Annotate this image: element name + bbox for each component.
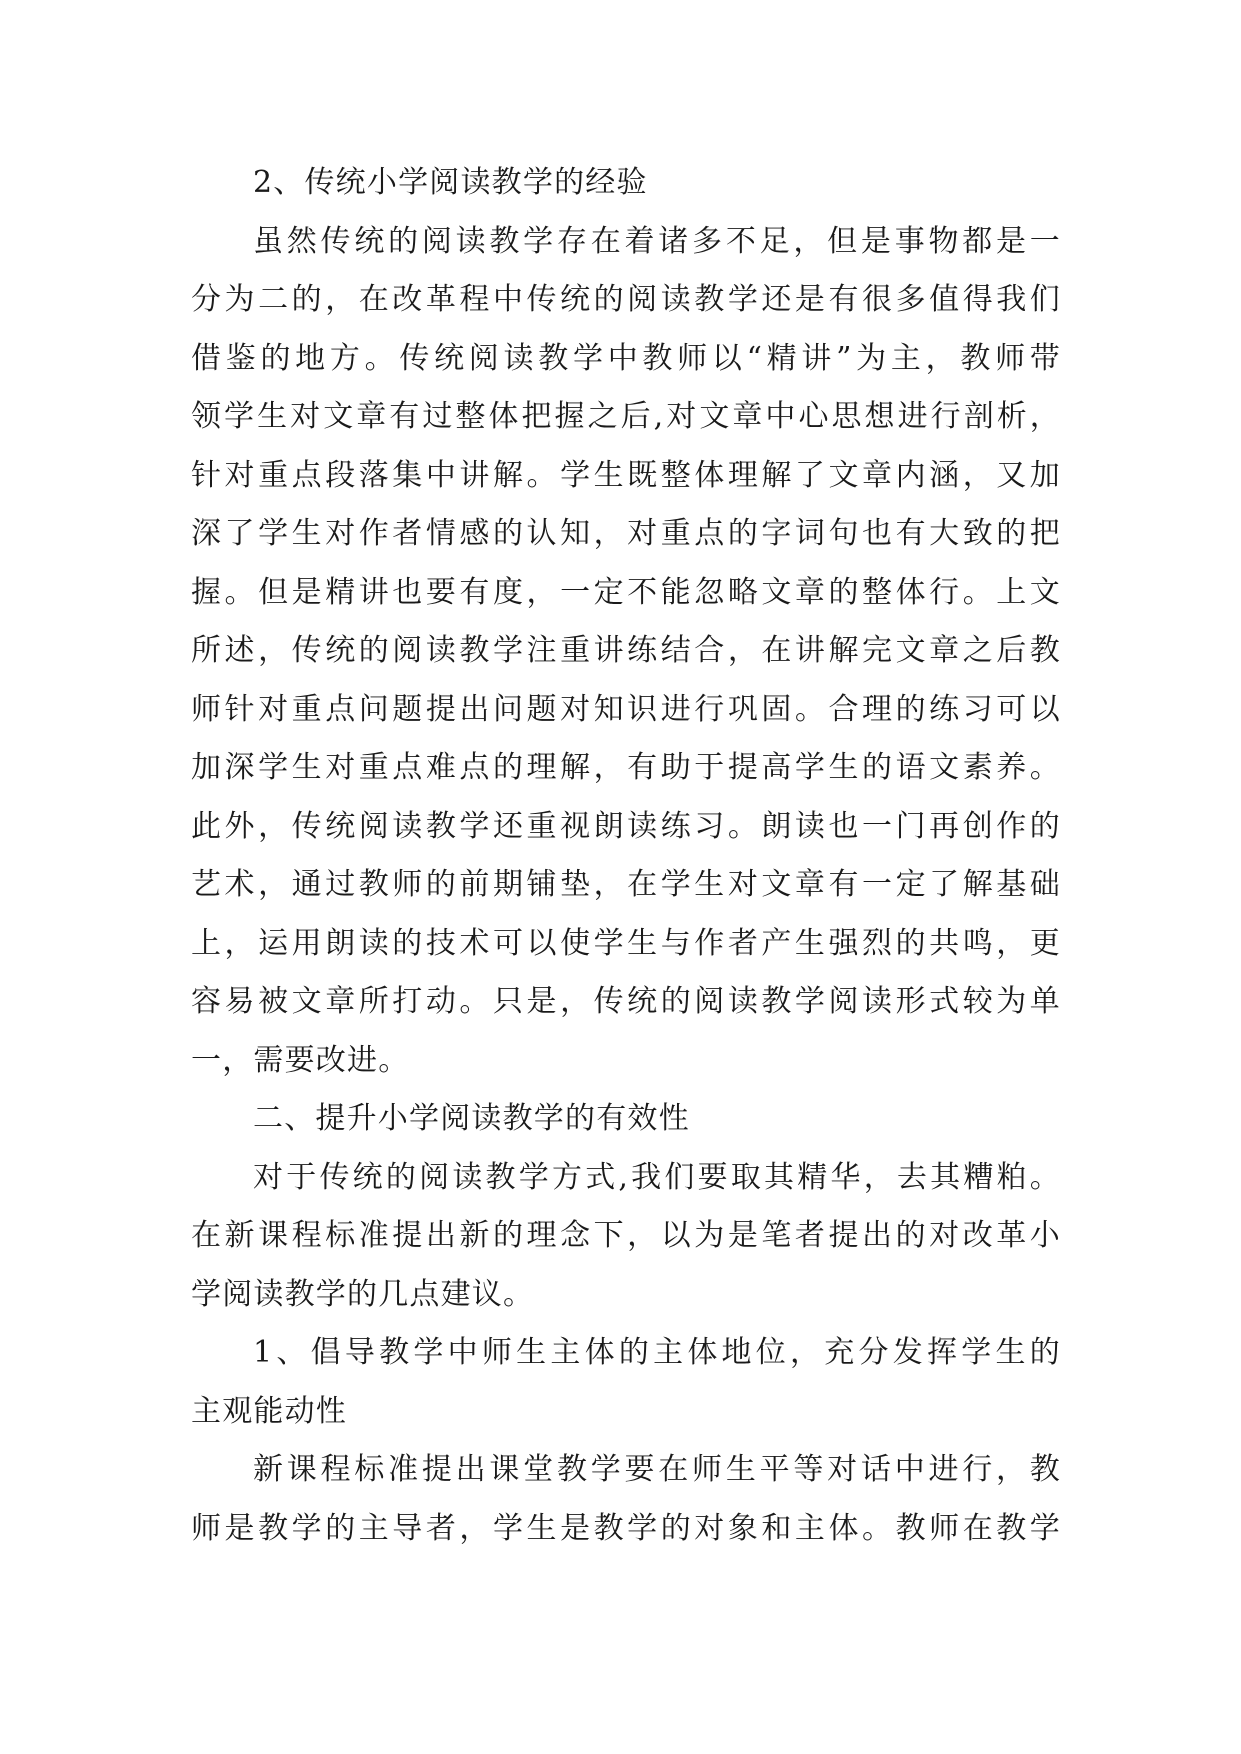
paragraph-traditional-experience bbox=[191, 213, 1061, 1091]
paragraph-line: 在新课程标准提出新的理念下，以为是笔者提出的对改革小 bbox=[191, 1218, 1061, 1253]
paragraph-line: 艺术，通过教师的前期铺垫，在学生对文章有一定了解基础 bbox=[191, 867, 1061, 902]
heading-line: 主观能动性 bbox=[191, 1393, 347, 1429]
paragraph-line: 领学生对文章有过整体把握之后,对文章中心思想进行剖析， bbox=[191, 399, 1061, 434]
paragraph-line: 虽然传统的阅读教学存在着诸多不足，但是事物都是一 bbox=[253, 223, 1061, 259]
document-body bbox=[191, 154, 1061, 1558]
paragraph-line: 容易被文章所打动。只是，传统的阅读教学阅读形式较为单 bbox=[191, 984, 1061, 1019]
paragraph-line: 深了学生对作者情感的认知，对重点的字词句也有大致的把 bbox=[191, 516, 1061, 551]
paragraph-line: 此外，传统阅读教学还重视朗读练习。朗读也一门再创作的 bbox=[191, 808, 1061, 844]
paragraph-line: 分为二的，在改革程中传统的阅读教学还是有很多值得我们 bbox=[191, 282, 1061, 317]
paragraph-line: 对于传统的阅读教学方式,我们要取其精华，去其糟粕。 bbox=[253, 1159, 1061, 1195]
paragraph-line: 握。但是精讲也要有度，一定不能忽略文章的整体行。上文 bbox=[191, 574, 1061, 610]
heading-line: 2、传统小学阅读教学的经验 bbox=[253, 165, 648, 200]
paragraph-line: 一，需要改进。 bbox=[191, 1042, 410, 1078]
paragraph-line: 针对重点段落集中讲解。学生既整体理解了文章内涵，又加 bbox=[191, 457, 1061, 493]
section-heading-improve-effectiveness bbox=[191, 1090, 1061, 1149]
paragraph-line: 借鉴的地方。传统阅读教学中教师以“精讲”为主，教师带 bbox=[191, 340, 1061, 376]
section-heading-traditional-experience bbox=[191, 154, 1061, 213]
paragraph-line: 学阅读教学的几点建议。 bbox=[191, 1276, 535, 1312]
paragraph-line: 上，运用朗读的技术可以使学生与作者产生强烈的共鸣，更 bbox=[191, 925, 1061, 961]
paragraph-line: 所述，传统的阅读教学注重讲练结合，在讲解完文章之后教 bbox=[191, 633, 1061, 668]
paragraph-line: 加深学生对重点难点的理解，有助于提高学生的语文素养。 bbox=[191, 750, 1061, 785]
paragraph-student-subject bbox=[191, 1441, 1061, 1558]
paragraph-improve-effectiveness bbox=[191, 1149, 1061, 1325]
paragraph-line: 新课程标准提出课堂教学要在师生平等对话中进行，教 bbox=[253, 1452, 1061, 1487]
heading-line: 1、倡导教学中师生主体的主体地位，充分发挥学生的 bbox=[253, 1335, 1061, 1370]
paragraph-line: 师是教学的主导者，学生是教学的对象和主体。教师在教学 bbox=[191, 1510, 1061, 1546]
heading-line: 二、提升小学阅读教学的有效性 bbox=[253, 1101, 690, 1136]
paragraph-line: 师针对重点问题提出问题对知识进行巩固。合理的练习可以 bbox=[191, 691, 1061, 727]
section-heading-student-subject bbox=[191, 1324, 1061, 1441]
